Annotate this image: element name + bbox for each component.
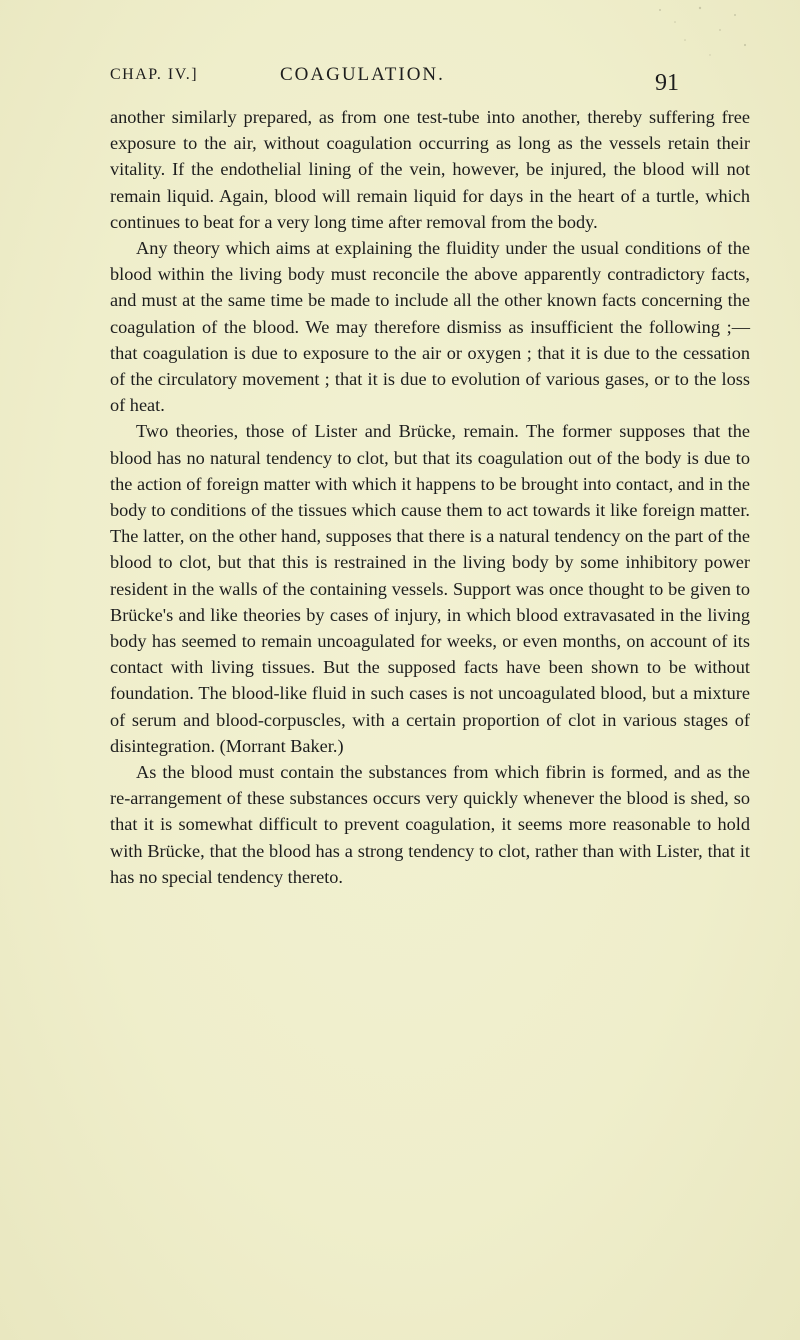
page-number: 91 — [655, 70, 679, 96]
paragraph-4: As the blood must contain the substances from which fibrin is formed, and as the re-arrangement of these substances occurs very quickly whenever the blood is shed, so that it is somewhat difficult to prevent coagulation, it seems more reasonable to hold with Brücke, that the blood has a strong tendency to clot, rather than with Lister, that it has no special tendency thereto. — [110, 762, 750, 887]
paragraph-1: another similarly prepared, as from one test-tube into another, thereby suffering free exposure to the air, without coagulation occurring as long as the vessels retain their vitality. If the endothelial lining of the vein, however, be injured, the blood will not remain liquid. Again, blood will remain liquid for days in the heart of a turtle, which continues to beat for a very long time after removal from the body. — [110, 107, 750, 232]
paragraph-2: Any theory which aims at explaining the fluidity under the usual conditions of the blood within the living body must reconcile the above apparently contradictory facts, and must at the same time be made to include all the other known facts concerning the coagulation of the blood. We may therefore dismiss as insufficient the following ;—that coagulation is due to exposure to the air or oxygen ; that it is due to the cessation of the circulatory movement ; that it is due to evolution of various gases, or to the loss of heat. — [110, 238, 750, 416]
chapter-label: CHAP. IV.] — [110, 66, 199, 83]
body-text — [110, 104, 750, 890]
running-header — [110, 62, 750, 102]
paragraph-3: Two theories, those of Lister and Brücke, remain. The former supposes that the blood has no natural tendency to clot, but that its coagulation out of the body is due to the action of foreign matter with which it happens to be brought into contact, and in the body to conditions of the tissues which cause them to act towards it like foreign matter. The latter, on the other hand, supposes that there is a natural tendency on the part of the blood to clot, but that this is restrained in the living body by some inhibitory power resident in the walls of the containing vessels. Support was once thought to be given to Brücke's and like theories by cases of injury, in which blood extravasated in the living body has seemed to remain uncoagulated for weeks, or even months, on account of its contact with living tissues. But the supposed facts have been shown to be without foundation. The blood-like fluid in such cases is not uncoagulated blood, but a mixture of serum and blood-corpuscles, with a certain proportion of clot in various stages of disintegration. (Morrant Baker.) — [110, 421, 750, 756]
page-title: COAGULATION. — [280, 64, 445, 85]
